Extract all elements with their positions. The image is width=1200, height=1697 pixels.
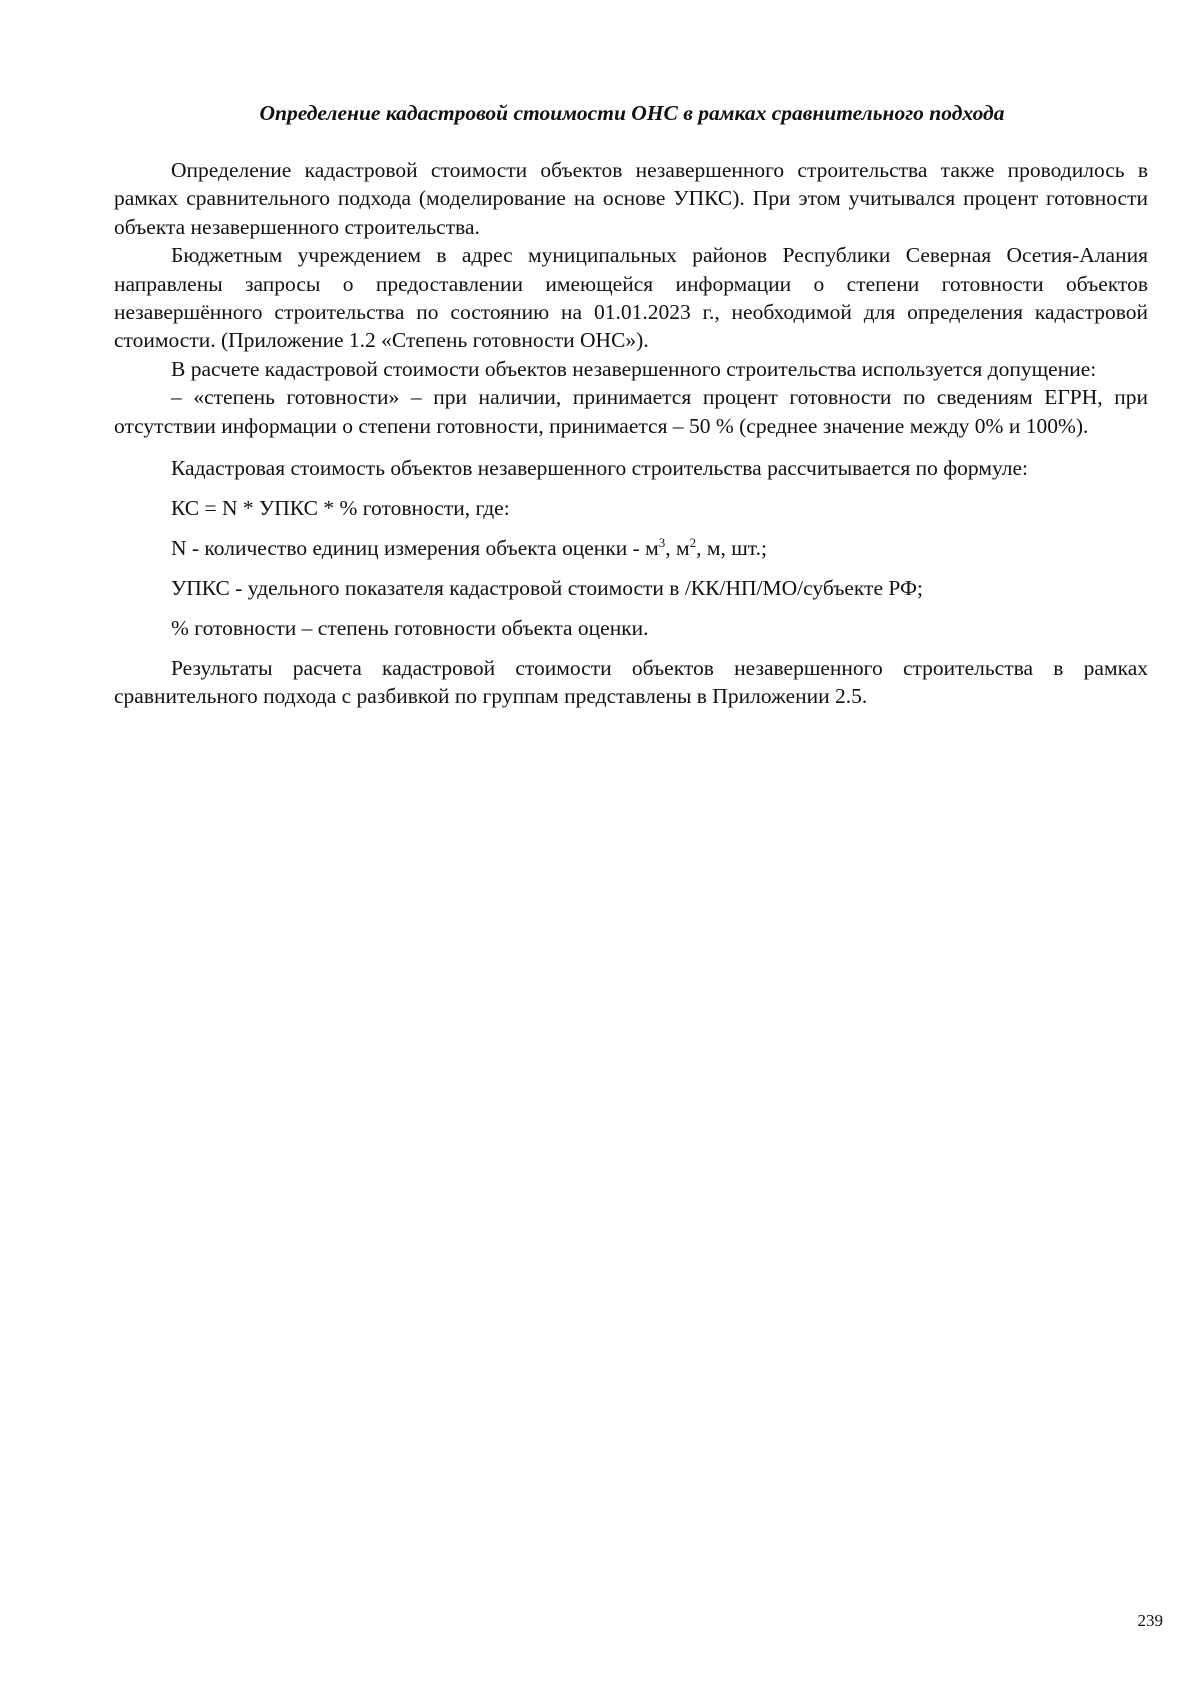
definition-n-suffix: , м, шт.; bbox=[696, 535, 767, 560]
body-text bbox=[114, 156, 1148, 710]
definition-n-exp-square: 2 bbox=[689, 534, 697, 550]
formula: КС = N * УПКС * % готовности, где: bbox=[171, 495, 510, 520]
section-title: Определение кадастровой стоимости ОНС в рамках сравнительного подхода bbox=[259, 101, 1005, 125]
paragraph-readiness-requests: Бюджетным учреждением в адрес муниципальных районов Республики Северная Осетия-Алания направлены запросы о предоставлении имеющейся информации о степени готовности объектов незавершённого строительства по состоянию на 01.01.2023 г., необходимой для определения кадастровой стоимости. (Приложение 1.2 «Степень готовности ОНС»). bbox=[114, 243, 1148, 353]
definition-n-prefix: N - количество единиц измерения объекта оценки - м bbox=[171, 535, 659, 560]
page-number: 239 bbox=[1137, 1611, 1163, 1630]
paragraph-formula-intro: Кадастровая стоимость объектов незавершенного строительства рассчитывается по формуле: bbox=[171, 456, 1028, 481]
paragraph-readiness-degree: – «степень готовности» – при наличии, принимается процент готовности по сведениям ЕГРН, при отсутствии информации о степени готовности, принимается – 50 % (среднее значение между 0% и 100%). bbox=[114, 385, 1148, 438]
paragraph-results: Результаты расчета кадастровой стоимости объектов незавершенного строительства в рамках сравнительного подхода с разбивкой по группам представлены в Приложении 2.5. bbox=[114, 655, 1148, 708]
definition-n bbox=[114, 534, 1148, 562]
paragraph-upks-approach: Определение кадастровой стоимости объектов незавершенного строительства также проводилось в рамках сравнительного подхода (моделирование на основе УПКС). При этом учитывался процент готовности объекта незавершенного строительства. bbox=[114, 158, 1148, 239]
definition-readiness: % готовности – степень готовности объекта оценки. bbox=[171, 615, 649, 640]
definition-n-exp-cubic: 3 bbox=[658, 534, 666, 550]
definition-upks: УПКС - удельного показателя кадастровой стоимости в /КК/НП/МО/субъекте РФ; bbox=[171, 575, 923, 600]
paragraph-assumption: В расчете кадастровой стоимости объектов незавершенного строительства используется допущение: bbox=[171, 356, 1097, 381]
definition-n-middle: , м bbox=[665, 535, 690, 560]
